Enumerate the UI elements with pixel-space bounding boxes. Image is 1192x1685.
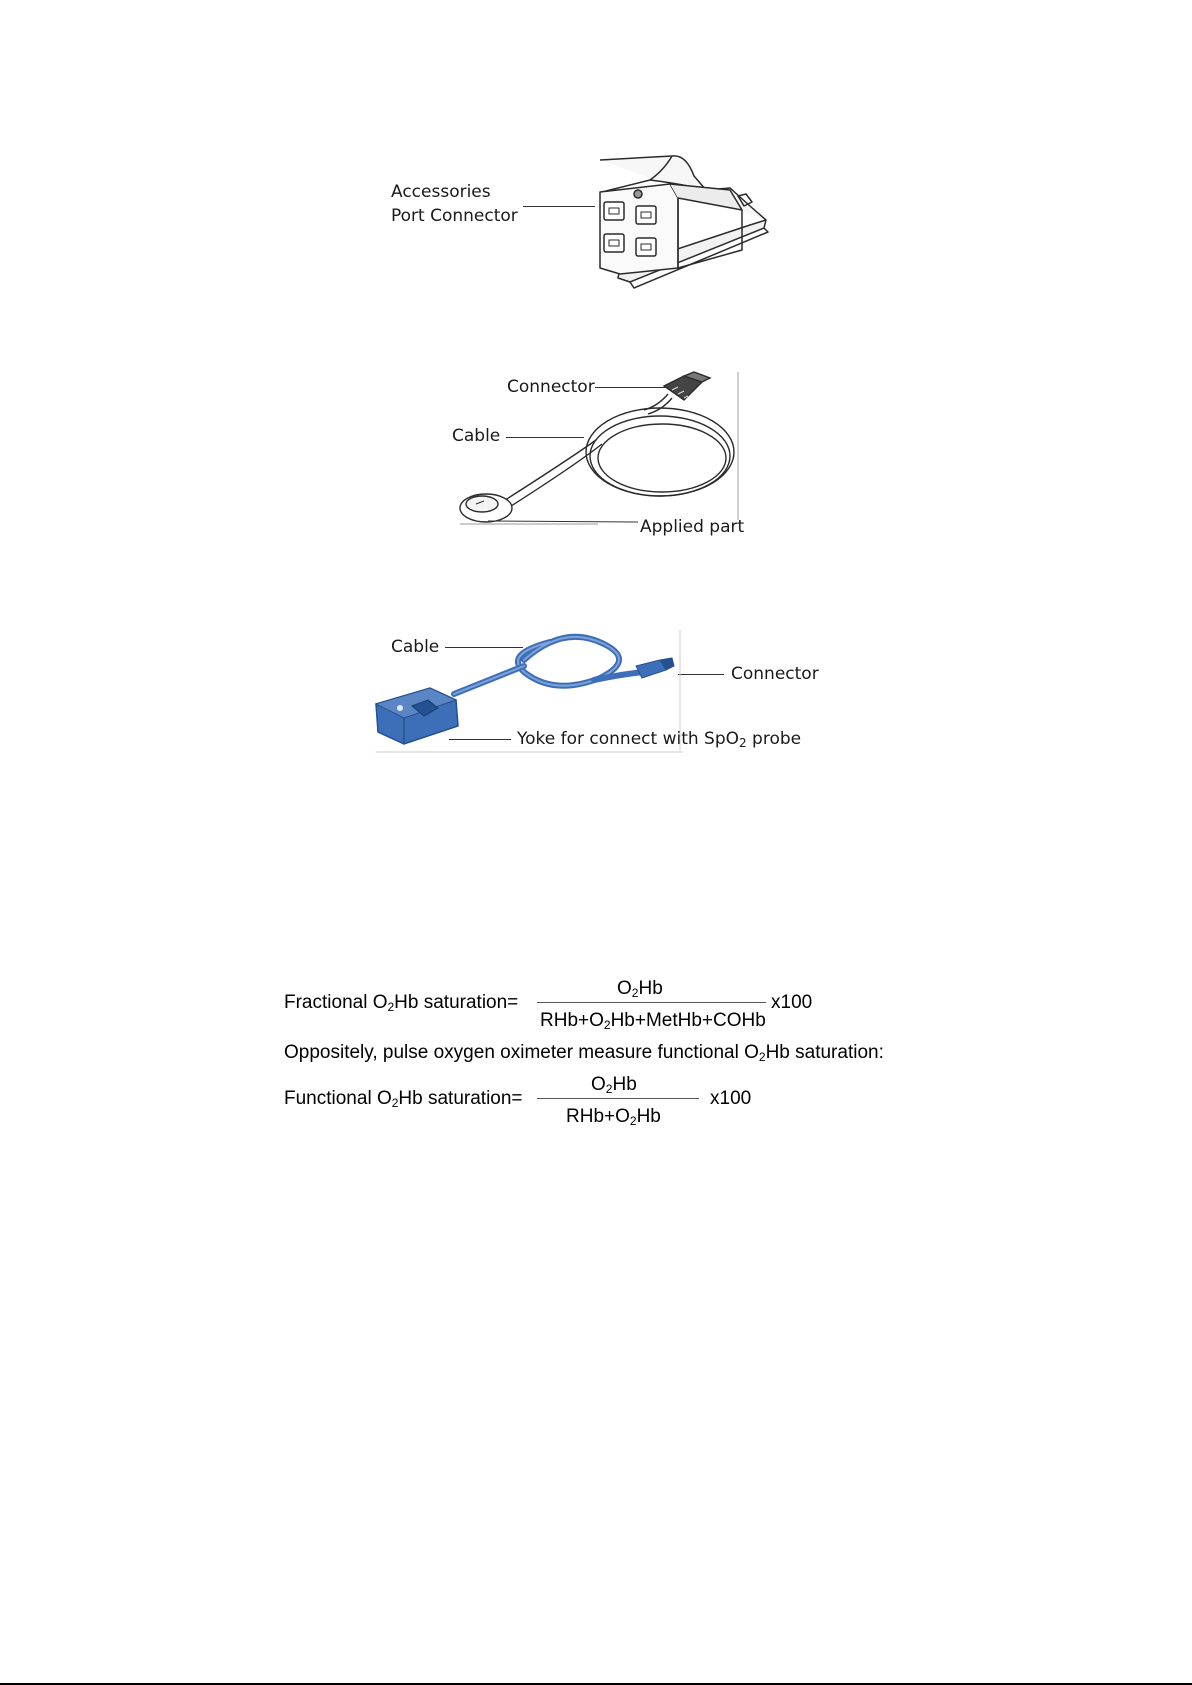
fractional-denominator bbox=[540, 1011, 766, 1030]
sensor-cable-drawing bbox=[458, 370, 740, 530]
formula-text: Hb+MetHb+COHb bbox=[610, 1010, 766, 1031]
formula-text: Hb saturation= bbox=[398, 1088, 523, 1109]
formula-text: O bbox=[617, 978, 632, 999]
functional-intro-sentence bbox=[284, 1043, 884, 1062]
subscript: 2 bbox=[631, 986, 639, 1000]
subscript: 2 bbox=[603, 1018, 611, 1032]
leader-line bbox=[678, 674, 724, 675]
connector-label: Connector bbox=[507, 377, 595, 397]
port-connector-drawing bbox=[590, 150, 770, 290]
leader-line bbox=[523, 206, 595, 207]
formula-text: O bbox=[591, 1074, 606, 1095]
functional-multiplier: x100 bbox=[710, 1088, 752, 1109]
fractional-numerator bbox=[617, 979, 663, 998]
formula-text: Hb bbox=[636, 1106, 661, 1127]
cable-label: Cable bbox=[391, 637, 440, 657]
label-line-2: Port Connector bbox=[391, 206, 518, 227]
spo2-extension-cable-drawing bbox=[374, 626, 684, 756]
yoke-label-text: probe bbox=[746, 729, 802, 749]
formula-text: Hb saturation= bbox=[394, 992, 519, 1013]
formula-text: RHb+O bbox=[540, 1010, 604, 1031]
functional-numerator bbox=[591, 1075, 637, 1094]
formula-text: RHb+O bbox=[566, 1106, 630, 1127]
sentence-text: Oppositely, pulse oxygen oximeter measure functional O bbox=[284, 1042, 759, 1063]
functional-denominator bbox=[566, 1107, 661, 1126]
formula-text: Fractional O bbox=[284, 992, 388, 1013]
yoke-label-text: Yoke for connect with SpO bbox=[517, 729, 740, 749]
subscript: 2 bbox=[605, 1082, 613, 1096]
cable-label: Cable bbox=[452, 426, 501, 446]
subscript: 2 bbox=[391, 1096, 399, 1110]
fraction-bar bbox=[537, 1002, 766, 1003]
fractional-multiplier: x100 bbox=[771, 992, 813, 1013]
applied-part-label: Applied part bbox=[640, 517, 745, 537]
subscript: 2 bbox=[387, 1000, 395, 1014]
fraction-bar bbox=[537, 1098, 699, 1099]
subscript: 2 bbox=[739, 736, 747, 750]
subscript: 2 bbox=[758, 1050, 766, 1064]
functional-formula-lhs bbox=[284, 1089, 523, 1108]
connector-label: Connector bbox=[731, 664, 819, 684]
accessories-port-label bbox=[391, 182, 518, 227]
formula-text: Functional O bbox=[284, 1088, 392, 1109]
formula-text: Hb bbox=[612, 1074, 637, 1095]
label-line-1: Accessories bbox=[391, 182, 491, 202]
fractional-formula-lhs bbox=[284, 993, 518, 1012]
formula-text: Hb bbox=[638, 978, 663, 999]
sentence-text: Hb saturation: bbox=[765, 1042, 884, 1063]
subscript: 2 bbox=[629, 1114, 637, 1128]
